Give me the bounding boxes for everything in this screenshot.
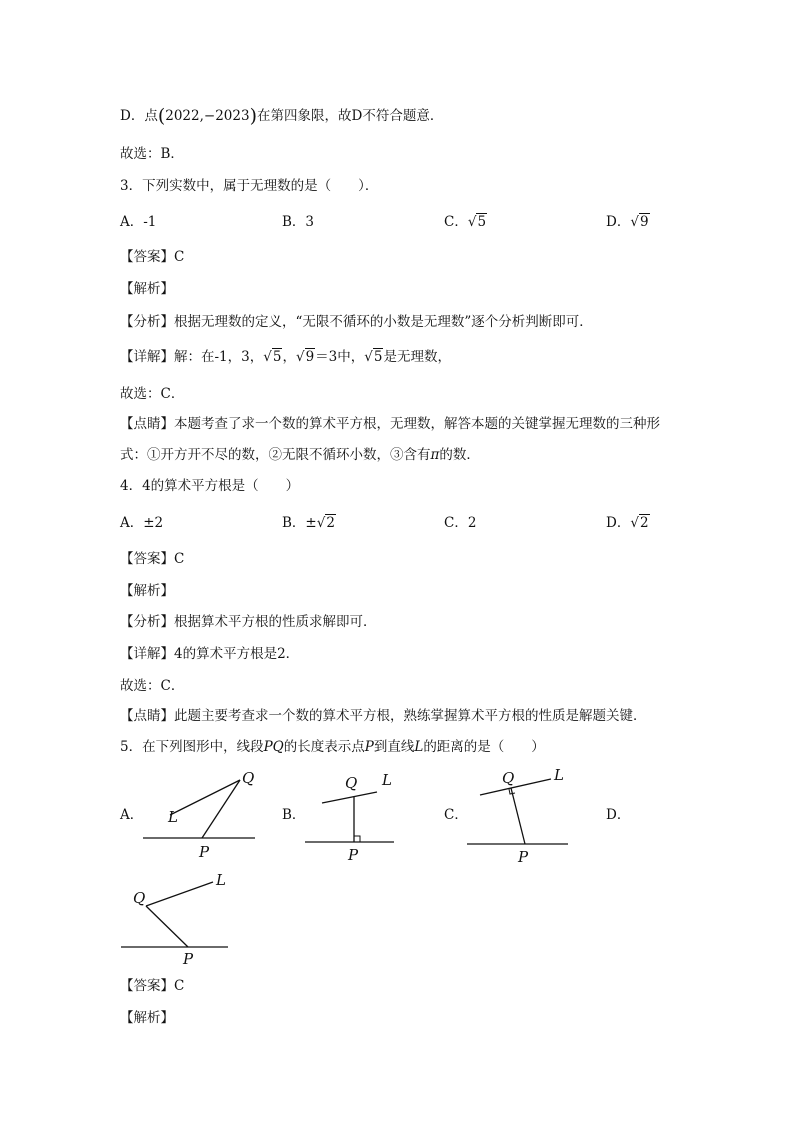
pi-symbol: π — [430, 447, 440, 463]
segment-pq — [202, 780, 240, 838]
sqrt-expression: √5 — [364, 349, 383, 365]
option-label: B． — [282, 515, 306, 531]
sqrt-expression: √9 — [630, 214, 649, 230]
q5-option-c-label: C． — [444, 807, 468, 823]
text: 式：①开方开不尽的数，②无限不循环小数，③含有 — [120, 447, 431, 463]
option-label: A． — [120, 515, 144, 531]
label-p: P — [518, 848, 529, 865]
radicand: 2 — [326, 515, 335, 531]
q2-option-d-explanation — [120, 106, 443, 126]
right-angle-mark — [354, 836, 360, 842]
segment-pq — [511, 788, 525, 844]
label-l: L — [382, 771, 392, 789]
label-l: L — [168, 808, 178, 826]
label-q: Q — [345, 774, 358, 792]
sqrt-expression: √9 — [295, 349, 315, 365]
paren-open: ( — [157, 105, 166, 127]
q3-choice: 故选：C． — [120, 386, 185, 402]
radicand: 5 — [272, 349, 282, 365]
text: ＝3中， — [315, 349, 365, 365]
q4-option-b — [282, 513, 336, 533]
text: 是无理数， — [383, 349, 451, 365]
label-l: L — [554, 766, 564, 784]
label-q: Q — [502, 769, 515, 787]
radicand: 5 — [477, 214, 487, 230]
q4-answer: 【答案】C — [120, 551, 185, 567]
text: 到直线 — [373, 739, 415, 755]
math-l: L — [414, 739, 424, 755]
q5-option-b-label: B． — [282, 807, 306, 823]
q3-option-d — [606, 212, 650, 232]
q3-answer: 【答案】C — [120, 249, 185, 265]
line-l — [170, 780, 240, 815]
sqrt-expression: √2 — [630, 515, 649, 531]
point-coordinates: 2022,−2023 — [165, 108, 250, 124]
q5-figure-b — [302, 765, 402, 865]
line-l — [480, 779, 551, 795]
sqrt-expression: √5 — [467, 214, 487, 230]
q4-analysis-heading: 【解析】 — [120, 583, 174, 599]
q4-choice: 故选：C． — [120, 678, 185, 694]
q4-fenxi: 【分析】根据算术平方根的性质求解即可． — [120, 614, 377, 630]
text: D．点 — [120, 108, 158, 124]
label-q: Q — [133, 889, 146, 907]
q3-stem: 3．下列实数中，属于无理数的是（ ）． — [120, 178, 379, 194]
q5-figure-c — [464, 765, 579, 865]
q5-answer: 【答案】C — [120, 978, 185, 994]
label-p: P — [183, 950, 194, 968]
label-p: P — [348, 846, 359, 864]
text: 的长度表示点 — [283, 739, 365, 755]
text: 的数． — [439, 447, 480, 463]
sqrt-expression: √5 — [263, 349, 282, 365]
label-q: Q — [242, 769, 255, 787]
q4-option-c: C．2 — [444, 515, 477, 531]
line-l — [322, 792, 377, 803]
math-pq: PQ — [263, 739, 284, 755]
plus-minus: ± — [305, 515, 317, 531]
q5-option-a-label: A． — [120, 807, 144, 823]
label-l: L — [216, 871, 226, 889]
radicand: 2 — [639, 515, 649, 531]
line-l — [146, 882, 213, 906]
q5-figure-a — [140, 765, 265, 865]
q4-option-d — [606, 513, 650, 533]
radicand: 9 — [305, 349, 315, 365]
q3-fenxi: 【分析】根据无理数的定义，“无限不循环的小数是无理数”逐个分析判断即可． — [120, 314, 593, 330]
q2-choice: 故选：B． — [120, 146, 184, 162]
q4-stem: 4．4的算术平方根是（ ） — [120, 478, 300, 494]
q3-xiangjie — [120, 347, 451, 367]
text: 5．在下列图形中，线段 — [120, 739, 264, 755]
segment-pq — [146, 906, 188, 947]
option-label: D． — [606, 214, 631, 230]
text: 【详解】解：在-1，3， — [120, 349, 264, 365]
q4-option-a — [120, 513, 163, 533]
q3-option-a: A．-1 — [120, 214, 157, 230]
text: ， — [282, 349, 296, 365]
label-p: P — [199, 843, 210, 861]
option-label: C． — [444, 214, 468, 230]
radicand: 9 — [639, 214, 649, 230]
q3-dianjing-line2 — [120, 445, 480, 465]
option-label: D． — [606, 515, 631, 531]
text: 的距离的是（ ） — [423, 739, 545, 755]
sqrt-expression: √2 — [316, 515, 335, 531]
q3-dianjing-line1: 【点睛】本题考查了求一个数的算术平方根，无理数，解答本题的关键掌握无理数的三种形 — [120, 416, 660, 432]
option-value: ±2 — [143, 515, 164, 531]
q4-xiangjie: 【详解】4的算术平方根是2． — [120, 646, 300, 662]
paren-close: ) — [249, 105, 257, 127]
q3-option-c — [444, 212, 487, 232]
q5-option-d-label: D． — [606, 807, 631, 823]
text: 在第四象限，故D不符合题意． — [257, 108, 444, 124]
q5-analysis-heading: 【解析】 — [120, 1010, 174, 1026]
q3-option-b: B．3 — [282, 214, 315, 230]
radicand: 5 — [373, 349, 383, 365]
q5-stem — [120, 737, 545, 757]
q5-figure-d — [118, 868, 233, 968]
q4-dianjing: 【点睛】此题主要考查求一个数的算术平方根，熟练掌握算术平方根的性质是解题关键． — [120, 708, 647, 724]
math-p: P — [364, 739, 374, 755]
q3-analysis-heading: 【解析】 — [120, 281, 174, 297]
